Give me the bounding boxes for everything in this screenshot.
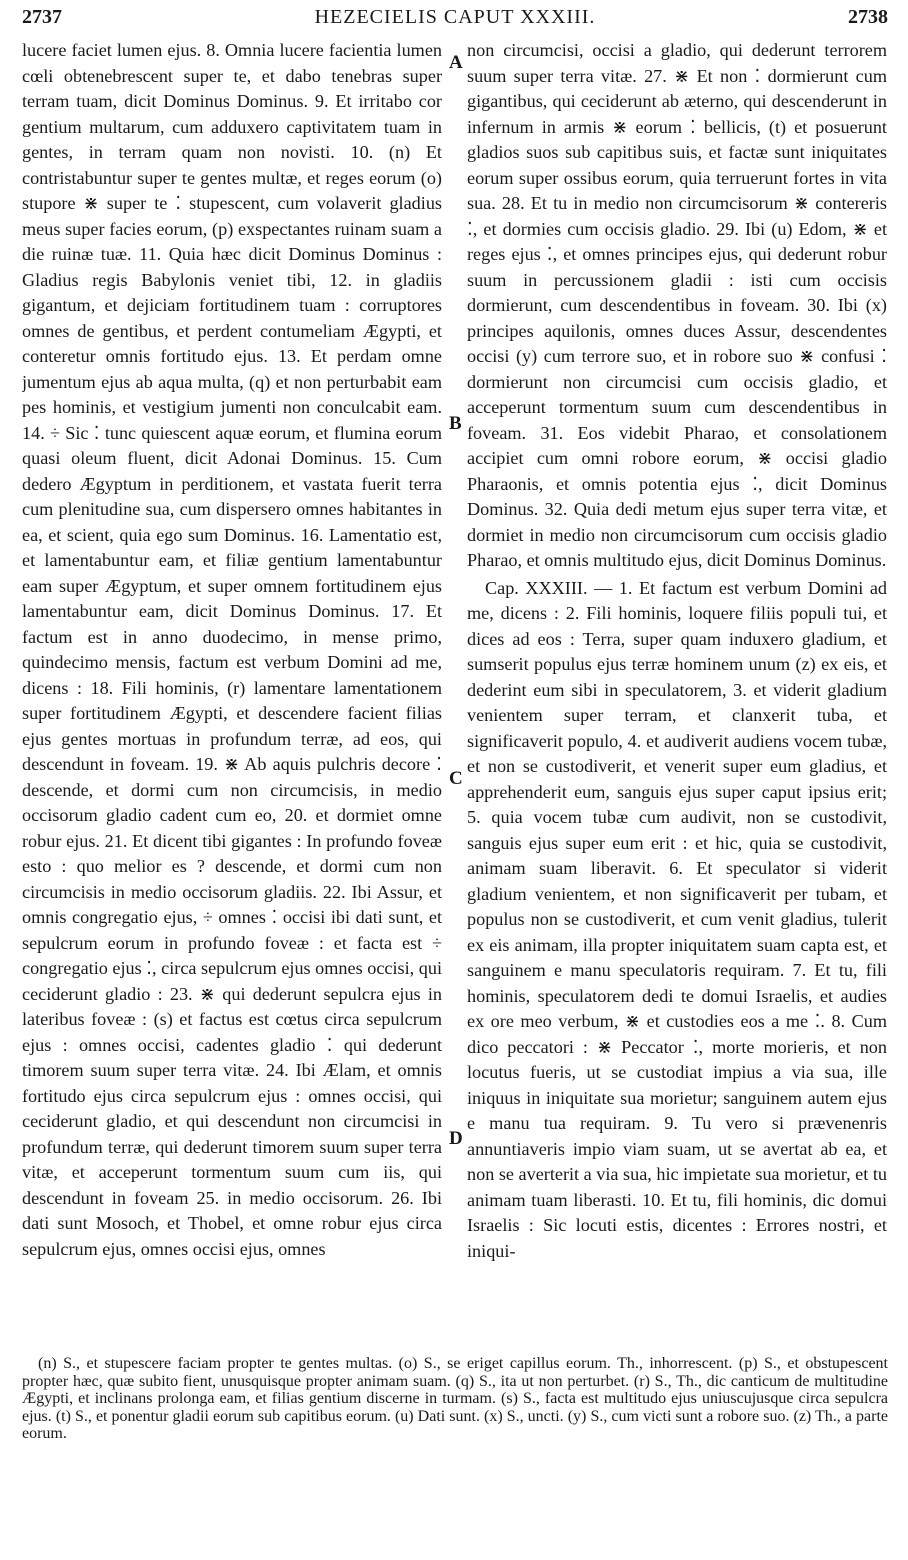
footnotes-text: (n) S., et stupescere faciam propter te gentes multas. (o) S., se eriget capillus eorum. Th., inhorrescent. (p) S., et obstupescent propter hæc, quæ subito fient, unusquisque propter animam suam. (q) S., ita ut non perturbet. (r) S., Th., dic canticum de multitudine Ægypti, et inclinans prolonga eam, et filias gentium discerne in turmam. (s) S., facta est multitudo ejus uniuscujusque circa sepulcra ejus. (t) S., et ponentur gladii eorum sub capitibus eorum. (u) Dati sunt. (x) S., uncti. (y) S., cum victi sunt a robore suo. (z) Th., a parte eorum. <box>22 1355 888 1442</box>
page-number-left: 2737 <box>22 6 62 28</box>
footnotes <box>22 1355 888 1495</box>
right-column-text-2: Cap. XXXIII. — 1. Et factum est verbum Domini ad me, dicens : 2. Fili hominis, loquere filiis populi tui, et dices ad eos : Terra, super quam induxero gladium, et sumserit populus ejus terræ hominem unum (z) ex eis, et dederint eum sibi in speculatorem, 3. et viderit gladium venientem super terram, et clanxerit tuba, et significaverit populo, 4. et audiverit audiens vocem tubæ, et non se custodiverit, et venerit super eum gladius, et apprehenderit eum, sanguis ejus super caput ipsius erit; 5. quia vocem tubæ cum audivit, non se custodivit, sanguis ejus super eum erit : et hic, quia se custodivit, animam suam liberavit. 6. Et speculator si viderit gladium venientem, et non significaverit per tubam, et populus non se custodiverit, et cum venit gladius, tulerit ex eis animam, illa propter iniquitatem suam capta est, et sanguinem e manu speculatoris requiram. 7. Et tu, fili hominis, speculatorem dedi te domui Israelis, et audies ex ore meo verbum, ⋇ et custodies eos a me ⁚. 8. Cum dico peccatori : ⋇ Peccator ⁚, morte morieris, et non locutus fueris, ut se custodiat impius a via sua, ille iniquus in iniquitate sua morietur; sanguinem autem ejus e manu tua requiram. 9. Tu vero si prævenenris annuntiaveris impio viam suam, ut se avertat ab ea, et non se averterit a via sua, hic impietate sua morietur, et tu animam tuam liberasti. 10. Et tu, fili hominis, dic domui Israelis : Sic locuti estis, dicentes : Errores nostri, et iniqui- <box>467 577 887 1261</box>
margin-letter-c: C <box>449 768 463 789</box>
margin-letter-d: D <box>449 1128 463 1149</box>
margin-letter-a: A <box>449 52 463 73</box>
right-column <box>467 38 887 1348</box>
left-column <box>22 38 442 1348</box>
running-title: HEZECIELIS CAPUT XXXIII. <box>314 6 596 28</box>
page-number-right: 2738 <box>848 6 888 28</box>
margin-letter-b: B <box>449 413 462 434</box>
right-column-text-1: non circumcisi, occisi a gladio, qui dederunt terrorem suum super terra vitæ. 27. ⋇ Et non ⁚ dormierunt cum gigantibus, qui ceciderunt ab æterno, qui descenderunt in infernum in armis ⋇ eorum ⁚ bellicis, (t) et posuerunt gladios suos sub capitibus suis, et factæ sunt iniquitates eorum super ossibus eorum, quia terruerunt fortes in vita sua. 28. Et tu in medio non circumcisorum ⋇ contereris ⁚, et dormies cum occisis gladio. 29. Ibi (u) Edom, ⋇ et reges ejus ⁚, et omnes principes ejus, qui dederunt robur suum in percussionem gladii : isti cum occisis dormierunt, cum descendentibus in foveam. 30. Ibi (x) principes aquilonis, omnes duces Assur, descendentes occisi (y) cum terrore suo, et in robore suo ⋇ confusi ⁚ dormierunt non circumcisi cum occisis gladio, et acceperunt tormentum suum cum descendentibus in foveam. 31. Eos videbit Pharao, et consolationem accipiet cum omni robore eorum, ⋇ occisi gladio Pharaonis, et omnis potentia ejus ⁚, dicit Dominus Dominus. 32. Quia dedi metum ejus super terra vitæ, et dormiet in medio non circumcisorum cum occisis gladio Pharao, et omnis multitudo ejus, dicit Dominus Dominus. <box>467 40 887 570</box>
page-header <box>22 6 888 36</box>
left-column-text: lucere faciet lumen ejus. 8. Omnia lucere facientia lumen cœli obtenebrescent super te, et dabo tenebras super terram tuam, dicit Dominus Dominus. 9. Et irritabo cor gentium multarum, cum adduxero captivitatem tuam in gentes, in terram quam non novisti. 10. (n) Et contristabuntur super te gentes multæ, et reges eorum (o) stupore ⋇ super te ⁚ stupescent, cum volaverit gladius meus super facies eorum, (p) exspectantes ruinam suam a die ruinæ tuæ. 11. Quia hæc dicit Dominus Dominus : Gladius regis Babylonis veniet tibi, 12. in gladiis gigantum, et dejiciam fortitudinem tuam : corruptores omnes de gentibus, et perdent contumeliam Ægypti, et conteretur omnis fortitudo ejus. 13. Et perdam omne jumentum ejus ab aqua multa, (q) et non perturbabit eam pes hominis, et vestigium jumenti non conculcabit eam. 14. ÷ Sic ⁚ tunc quiescent aquæ eorum, et flumina eorum quasi oleum fluent, dicit Adonai Dominus. 15. Cum dedero Ægyptum in perditionem, et vastata fuerit terra cum plenitudine sua, cum dispersero omnes habitantes in ea, et scient, quia ego sum Dominus. 16. Lamentatio est, et lamentabuntur eam, et filiæ gentium lamentabuntur eam super Ægyptum, et super omnem fortitudinem ejus lamentabuntur eam, dicit Dominus Dominus. 17. Et factum est in anno duodecimo, in mense primo, quindecimo mensis, factum est verbum Domini ad me, dicens : 18. Fili hominis, (r) lamentare lamentationem super fortitudinem Ægypti, et descendere facient filias ejus gentes mortuas in profundum terræ, ad eos, qui descendunt in foveam. 19. ⋇ Ab aquis pulchris decore ⁚ descende, et dormi cum non circumcisis, in medio occisorum gladio cadent cum eo, 20. et dormiet omne robur ejus. 21. Et dicent tibi gigantes : In profundo foveæ esto : quo melior es ? descende, et dormi cum non circumcisis in medio occisorum gladiis. 22. Ibi Assur, et omnis congregatio ejus, ÷ omnes ⁚ occisi ibi dati sunt, et sepulcrum eorum in profundo foveæ : et facta est ÷ congregatio ejus ⁚, circa sepulcrum ejus omnes occisi, qui ceciderunt gladio : 23. ⋇ qui dederunt sepulcra ejus in lateribus foveæ : (s) et factus est cœtus circa sepulcrum ejus : omnes occisi, cadentes gladio ⁚ qui dederunt timorem suum super terra vitæ. 24. Ibi Ælam, et omnis fortitudo ejus circa sepulcrum ejus : omnes occisi, qui ceciderunt gladio, et qui descendunt non circumcisi in profundum terræ, qui dederunt timorem suum super terra vitæ, et acceperunt tormentum suum cum iis, qui descendunt in foveam 25. in medio occisorum. 26. Ibi dati sunt Mosoch, et Thobel, et omne robur ejus circa sepulcrum ejus, omnes occisi ejus, omnes <box>22 40 442 1259</box>
